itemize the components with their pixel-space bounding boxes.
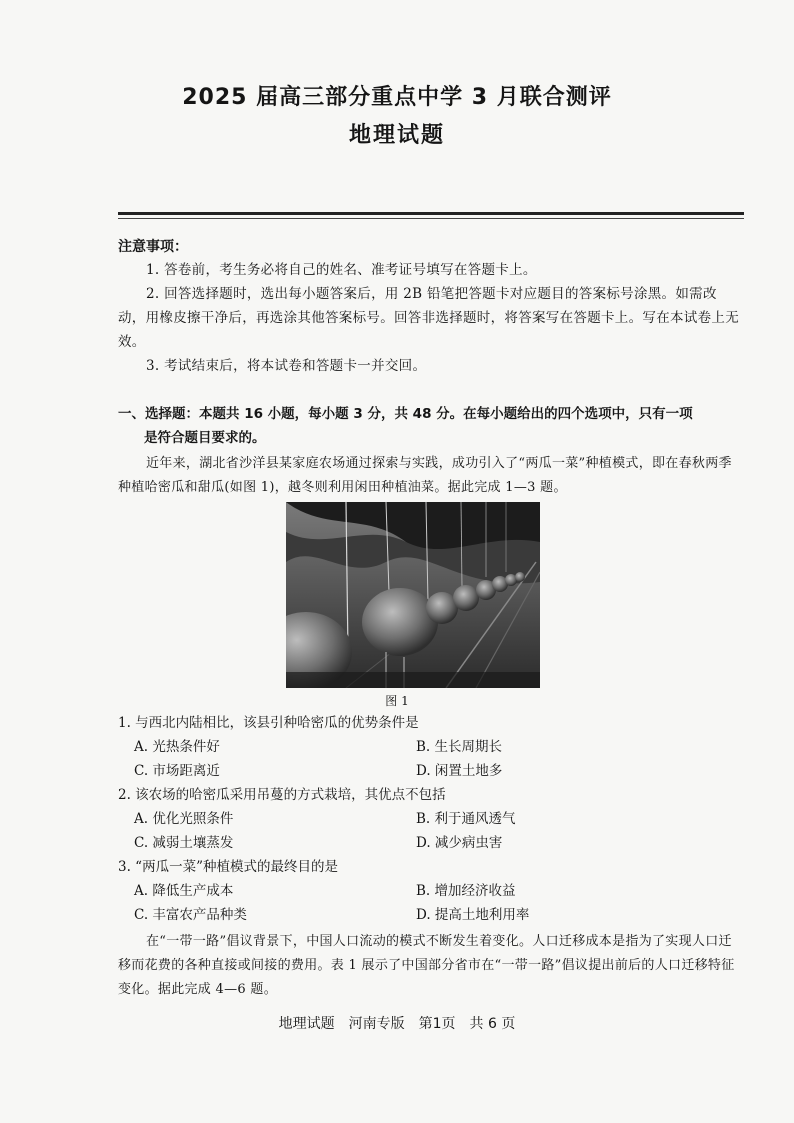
- question-2-stem: 2. 该农场的哈密瓜采用吊蔓的方式栽培，其优点不包括: [118, 787, 446, 803]
- section-heading-line2: 是符合题目要求的。: [144, 430, 266, 446]
- question-3-option-d: D. 提高土地利用率: [416, 907, 530, 923]
- header-divider: [118, 212, 744, 215]
- question-2-option-d: D. 减少病虫害: [416, 835, 503, 851]
- question-3-option-b: B. 增加经济收益: [416, 883, 516, 899]
- melon-greenhouse-illustration: [286, 502, 540, 688]
- page-footer: 地理试题 河南专版 第1页 共 6 页: [278, 1016, 516, 1032]
- section-heading-line1: 一、选择题：本题共 16 小题，每小题 3 分，共 48 分。在每小题给出的四个选项中，只有一项: [118, 406, 693, 422]
- melon-photo: [286, 502, 540, 688]
- question-1-option-a: A. 光热条件好: [134, 739, 220, 755]
- question-2-option-c: C. 减弱土壤蒸发: [134, 835, 234, 851]
- section-heading: [118, 402, 748, 450]
- exam-subject: 地理试题: [348, 123, 445, 148]
- question-1-option-b: B. 生长周期长: [416, 739, 503, 755]
- question-2-option-a: A. 优化光照条件: [134, 811, 234, 827]
- question-3-option-a: A. 降低生产成本: [134, 883, 234, 899]
- notice-item-2: 2. 回答选择题时，选出每小题答案后，用 2B 铅笔把答题卡对应题目的答案标号涂黑。如需改动，用橡皮擦干净后，再选涂其他答案标号。回答非选择题时，将答案写在答题卡上。写在本试卷上无效。: [118, 286, 739, 350]
- notice-heading: 注意事项：: [118, 239, 188, 255]
- notice-item-1: 1. 答卷前，考生务必将自己的姓名、准考证号填写在答题卡上。: [146, 262, 537, 278]
- intro-paragraph-1: 近年来，湖北省沙洋县某家庭农场通过探索与实践，成功引入了“两瓜一菜”种植模式，即在春秋两季种植哈密瓜和甜瓜(如图 1)，越冬则利用闲田种植油菜。据此完成 1—3 题。: [118, 456, 732, 495]
- notice-item-3: 3. 考试结束后，将本试卷和答题卡一并交回。: [146, 358, 427, 374]
- header-divider-thin: [118, 218, 744, 219]
- exam-title: 2025 届高三部分重点中学 3 月联合测评: [182, 85, 612, 110]
- question-3-stem: 3. “两瓜一菜”种植模式的最终目的是: [118, 859, 338, 875]
- question-1-option-d: D. 闲置土地多: [416, 763, 503, 779]
- question-1-stem: 1. 与西北内陆相比，该县引种哈密瓜的优势条件是: [118, 715, 419, 731]
- question-1-option-c: C. 市场距离近: [134, 763, 220, 779]
- intro-paragraph-2: 在“一带一路”倡议背景下，中国人口流动的模式不断发生着变化。人口迁移成本是指为了实现人口迁移而花费的各种直接或间接的费用。表 1 展示了中国部分省市在“一带一路”倡议提出前后的人口迁移特征变化。据此完成 4—6 题。: [118, 934, 735, 997]
- question-2-option-b: B. 利于通风透气: [416, 811, 516, 827]
- question-3-option-c: C. 丰富农产品种类: [134, 907, 247, 923]
- figure-caption: 图 1: [385, 694, 409, 708]
